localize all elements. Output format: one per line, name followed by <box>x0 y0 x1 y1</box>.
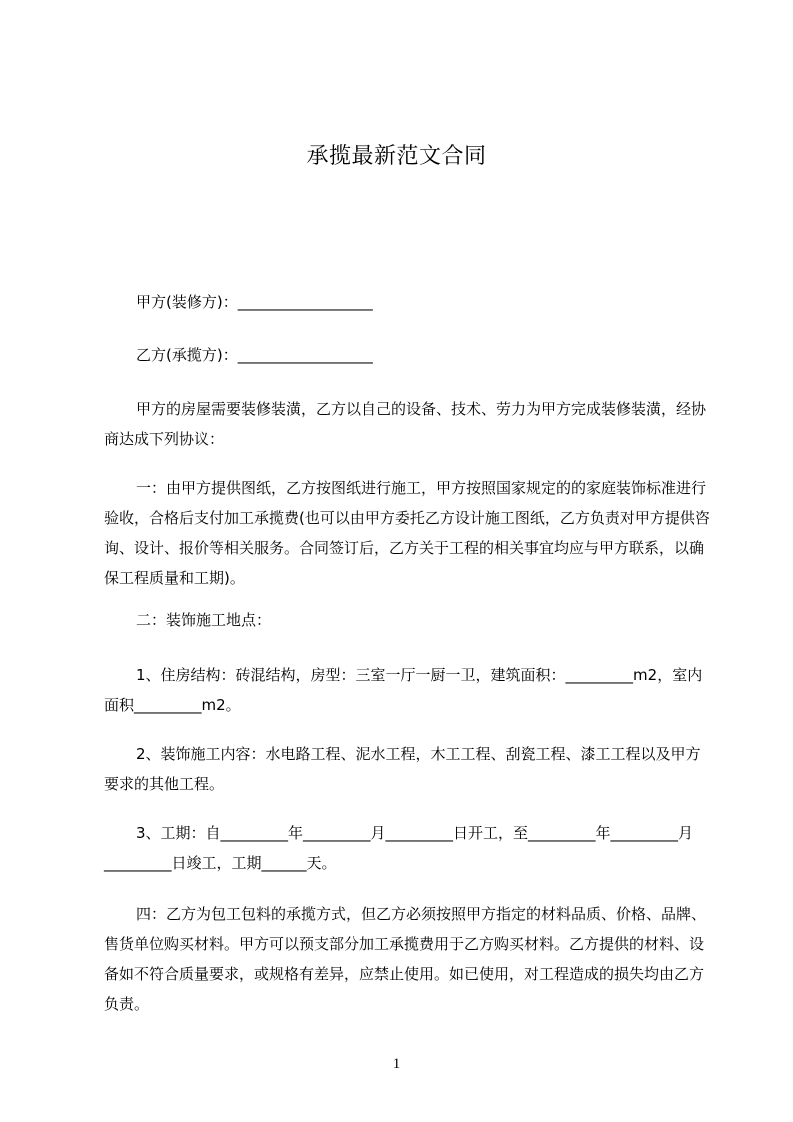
clause-1-paragraph: 一：由甲方提供图纸，乙方按图纸进行施工，甲方按照国家规定的的家庭装饰标准进行验收，合格后支付加工承揽费(也可以由甲方委托乙方设计施工图纸，乙方负责对甲方提供咨询、设计、报价等相关服务。合同签订后，乙方关于工程的相关事宜均应与甲方联系，以确保工程质量和工期)。 <box>104 479 710 587</box>
intro-paragraph: 甲方的房屋需要装修装潢，乙方以自己的设备、技术、劳力为甲方完成装修装潢，经协商达成下列协议： <box>104 400 707 448</box>
page-number: 1 <box>392 1056 401 1072</box>
party-a-line: 甲方(装修方)：__________________ <box>136 293 373 311</box>
clause-2-heading: 二：装饰施工地点： <box>136 611 272 629</box>
clause-4-paragraph: 四：乙方为包工包料的承揽方式，但乙方必须按照甲方指定的材料品质、价格、品牌、售货单位购买材料。甲方可以预支部分加工承揽费用于乙方购买材料。乙方提供的材料、设备如不符合质量要求，或规格有差异，应禁止使用。如已使用，对工程造成的损失均由乙方负责。 <box>104 905 707 1013</box>
item-3-paragraph: 3、工期：自_________年_________月_________日开工，至_________年_________月_________日竣工，工期______天。 <box>104 824 694 872</box>
item-1-paragraph: 1、住房结构：砖混结构，房型：三室一厅一厨一卫，建筑面积：_________m2，室内面积_________m2。 <box>104 666 703 714</box>
item-2-paragraph: 2、装饰施工内容：水电路工程、泥水工程，木工工程、刮瓷工程、漆工工程以及甲方要求的其他工程。 <box>104 745 701 793</box>
document-title: 承揽最新范文合同 <box>306 144 487 169</box>
party-b-line: 乙方(承揽方)：__________________ <box>136 346 373 364</box>
